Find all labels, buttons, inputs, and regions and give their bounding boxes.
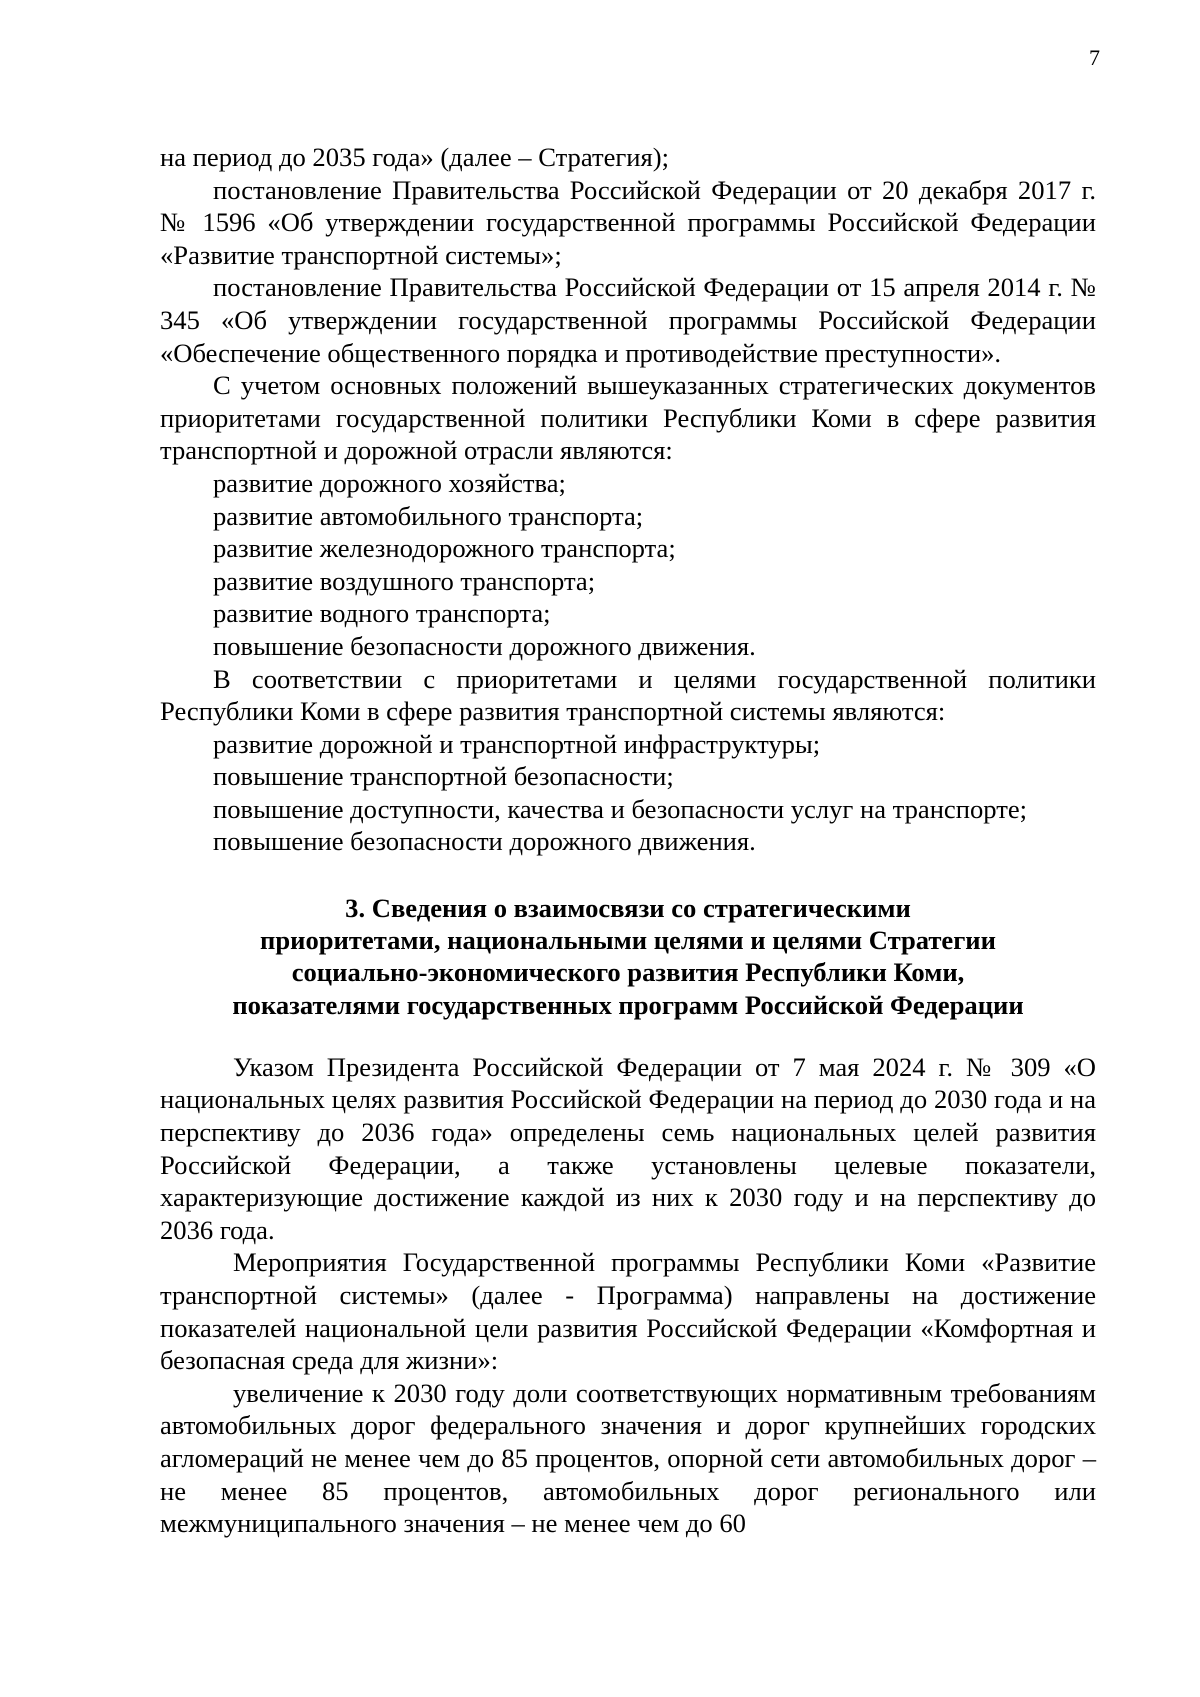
paragraph-program-measures: Мероприятия Государственной программы Республики Коми «Развитие транспортной системы» (далее - Программа) направлены на достижение показателей национальной цели развития Российской Федерации «Комфортная и безопасная среда для жизни»: bbox=[160, 1247, 1096, 1376]
list-item-priority: развитие воздушного транспорта; bbox=[213, 565, 596, 596]
section-heading-line: 3. Сведения о взаимосвязи со стратегическими bbox=[345, 893, 911, 924]
page-number: 7 bbox=[1089, 45, 1100, 70]
list-item-goal: повышение доступности, качества и безопасности услуг на транспорте; bbox=[213, 793, 1028, 824]
section-heading-line: показателями государственных программ Российской Федерации bbox=[232, 989, 1024, 1020]
list-item-priority: развитие автомобильного транспорта; bbox=[213, 500, 644, 531]
paragraph-presidential-decree: Указом Президента Российской Федерации от 7 мая 2024 г. № 309 «О национальных целях развития Российской Федерации на период до 2030 года и на перспективу до 2036 года» определены семь национальных целей развития Российской Федерации, а также установлены целевые показатели, характеризующие достижение каждой из них к 2030 году и на перспективу до 2036 года. bbox=[160, 1051, 1096, 1245]
list-item-priority: развитие дорожного хозяйства; bbox=[213, 467, 566, 498]
section-heading-line: приоритетами, национальными целями и целями Стратегии bbox=[260, 925, 996, 956]
paragraph-strategy-end: на период до 2035 года» (далее – Стратегия); bbox=[160, 142, 670, 172]
list-item-goal: повышение транспортной безопасности; bbox=[213, 761, 674, 792]
paragraph-road-share-increase: увеличение к 2030 году доли соответствующих нормативным требованиям автомобильных дорог федерального значения и дорог крупнейших городских агломераций не менее чем до 85 процентов, опорной сети автомобильных дорог – не менее 85 процентов, автомобильных дорог регионального или межмуниципального значения – не менее чем до 60 bbox=[160, 1377, 1096, 1539]
paragraph-decree-345: постановление Правительства Российской Федерации от 15 апреля 2014 г. № 345 «Об утверждении государственной программы Российской Федерации «Обеспечение общественного порядка и противодействие преступности». bbox=[160, 272, 1096, 368]
paragraph-priorities-intro: С учетом основных положений вышеуказанных стратегических документов приоритетами государственной политики Республики Коми в сфере развития транспортной и дорожной отрасли являются: bbox=[160, 370, 1096, 466]
section-heading-line: социально-экономического развития Республики Коми, bbox=[291, 957, 965, 988]
list-item-priority: повышение безопасности дорожного движения. bbox=[213, 630, 756, 661]
section-heading bbox=[160, 892, 1096, 1021]
list-item-goal: повышение безопасности дорожного движения. bbox=[213, 826, 756, 857]
list-item-priority: развитие железнодорожного транспорта; bbox=[213, 533, 676, 564]
list-item-goal: развитие дорожной и транспортной инфраструктуры; bbox=[213, 728, 821, 759]
paragraph-decree-1596: постановление Правительства Российской Федерации от 20 декабря 2017 г. № 1596 «Об утверждении государственной программы Российской Федерации «Развитие транспортной системы»; bbox=[160, 174, 1096, 270]
list-item-priority: развитие водного транспорта; bbox=[213, 598, 551, 629]
paragraph-goals-intro: В соответствии с приоритетами и целями государственной политики Республики Коми в сфере развития транспортной системы являются: bbox=[160, 663, 1096, 727]
document-body bbox=[160, 141, 1096, 1540]
